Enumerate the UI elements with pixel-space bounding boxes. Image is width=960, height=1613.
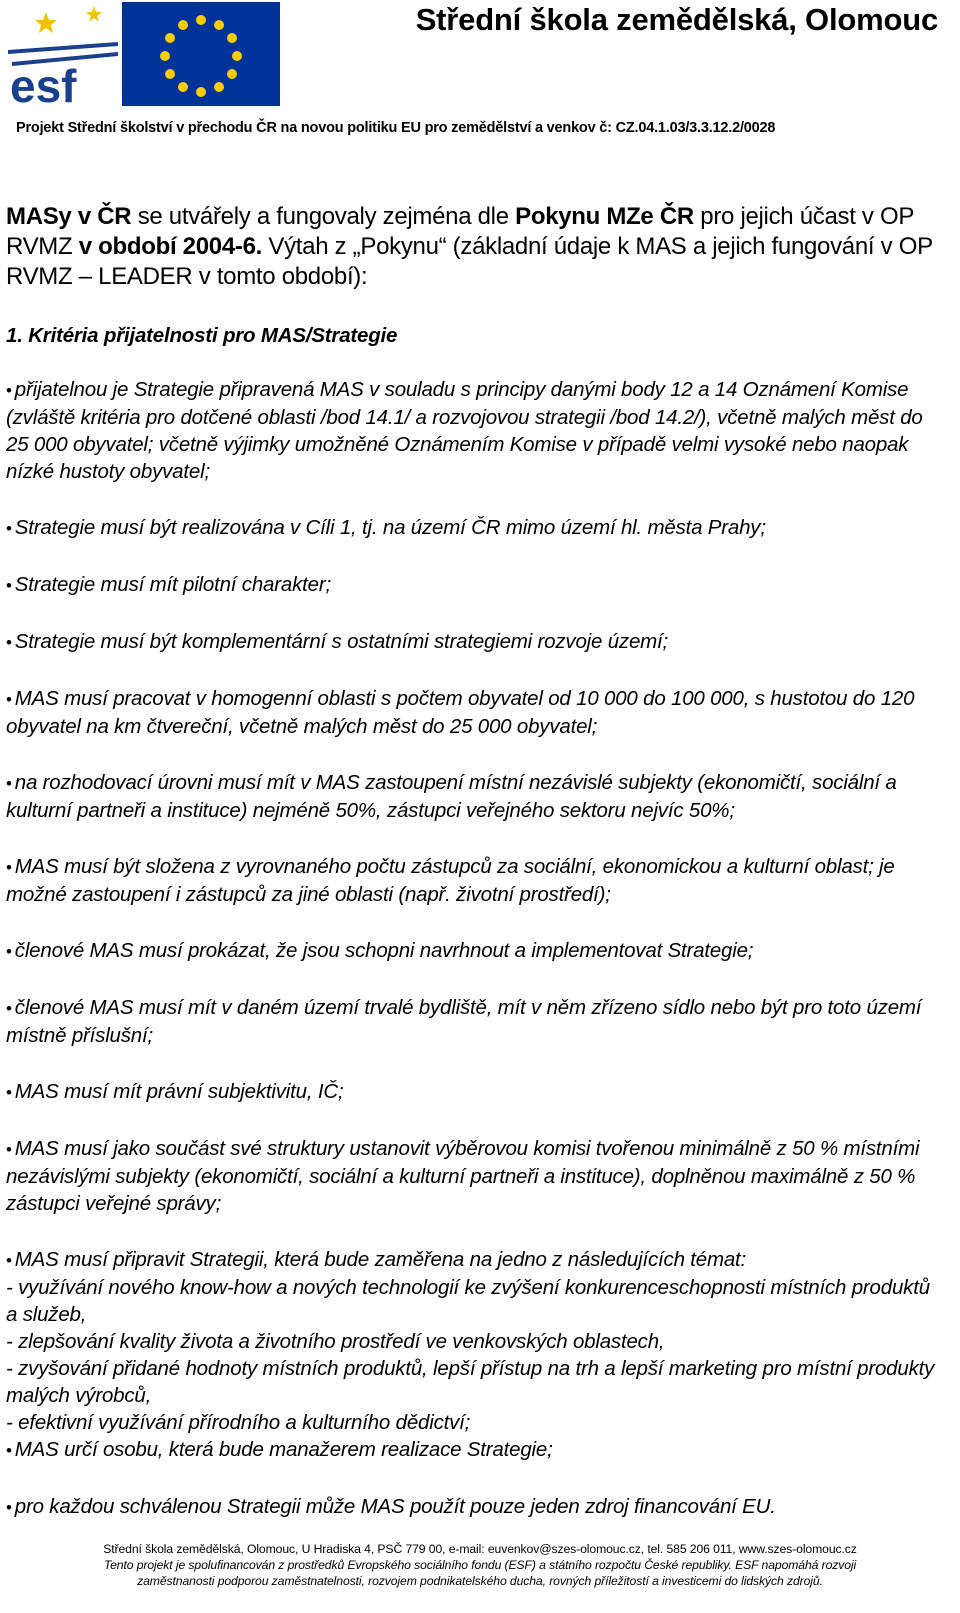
esf-logo-text: esf [10, 60, 77, 106]
list-item-text: MAS určí osobu, která bude manažerem realizace Strategie; [14, 1438, 553, 1461]
esf-logo [6, 2, 120, 106]
intro-text-3: Výtah z „Pokynu“ (základní údaje k MAS a jejich fungování v OP RVMZ – LEADER v tomto období): [6, 233, 933, 290]
list-item [6, 769, 946, 824]
intro-bold-masy: MASy v ČR [6, 203, 132, 230]
intro-text-2: pro jejich účast v OP RVMZ [6, 203, 914, 260]
intro-paragraph [6, 202, 946, 292]
list-item [6, 1135, 946, 1217]
bullet-icon: • [6, 576, 12, 595]
theme-subitem: - zvyšování přidané hodnoty místních produktů, lepší přístup na trh a lepší marketing pro místní produkty malých výrobců, [6, 1357, 935, 1407]
list-item-themes [6, 1246, 946, 1274]
bullet-icon: • [6, 381, 12, 400]
list-item [6, 1436, 946, 1464]
footer-disclaimer-line-2: zaměstnanosti podporou zaměstnatelnosti, rozvojem podnikatelského ducha, rovných příležitostí a investicemi do lidských zdrojů. [137, 1574, 823, 1588]
bullet-icon: • [6, 1441, 12, 1460]
list-item-text: Strategie musí být realizována v Cíli 1, tj. na území ČR mimo území hl. města Prahy; [14, 516, 766, 539]
list-item-text: MAS musí být složena z vyrovnaného počtu zástupců za sociální, ekonomickou a kulturní oblast; je možné zastoupení i zástupců za jiné oblasti (např. životní prostředí); [6, 855, 895, 906]
list-item-text: pro každou schválenou Strategii může MAS použít pouze jeden zdroj financování EU. [14, 1495, 776, 1518]
eu-flag-logo [122, 2, 280, 106]
list-item [6, 571, 946, 599]
bullet-icon: • [6, 519, 12, 538]
bullet-icon: • [6, 999, 12, 1018]
list-item-text: MAS musí jako součást své struktury ustanovit výběrovou komisi tvořenou minimálně z 50 % místními nezávislými subjekty (ekonomičtí, sociální a kulturní partneři a instituce), doplněnou maximálně z 50 % zástupci veřejné správy; [6, 1137, 920, 1215]
list-item-text: MAS musí pracovat v homogenní oblasti s počtem obyvatel od 10 000 do 100 000, s hustotou do 120 obyvatel na km čtvereční, včetně malých měst do 25 000 obyvatel; [6, 687, 915, 738]
theme-subitem: - efektivní využívání přírodního a kulturního dědictví; [6, 1411, 471, 1434]
bullet-icon: • [6, 942, 12, 961]
list-item [6, 1493, 946, 1521]
theme-subitem: - využívání nového know-how a nových technologií ke zvýšení konkurenceschopnosti místních produktů a služeb, [6, 1276, 930, 1326]
intro-bold-period: v období 2004-6. [78, 233, 262, 260]
list-item [6, 376, 946, 485]
intro-bold-pokyn: Pokynu MZe ČR [515, 203, 694, 230]
list-item-text: Strategie musí být komplementární s ostatními strategiemi rozvoje území; [14, 630, 669, 653]
footer-disclaimer-line-1: Tento projekt je spolufinancován z prostředků Evropského sociálního fondu (ESF) a státního rozpočtu České republiky. ESF napomáhá rozvoji [103, 1558, 857, 1572]
list-item [6, 685, 946, 740]
theme-subitem: - zlepšování kvality života a životního prostředí ve venkovských oblastech, [6, 1330, 665, 1353]
list-item [6, 853, 946, 908]
bullet-icon: • [6, 1083, 12, 1102]
footer-contact: Střední škola zemědělská, Olomouc, U Hradiska 4, PSČ 779 00, e-mail: euvenkov@szes-olomouc.cz, tel. 585 206 011, www.szes-olomouc.cz [103, 1542, 857, 1556]
list-item-text: MAS musí připravit Strategii, která bude zaměřena na jedno z následujících témat: [14, 1248, 747, 1271]
bullet-icon: • [6, 633, 12, 652]
list-item [6, 1078, 946, 1106]
bullet-icon: • [6, 1251, 12, 1270]
section-heading: 1. Kritéria přijatelnosti pro MAS/Strategie [6, 324, 398, 347]
list-item-text: MAS musí mít právní subjektivitu, IČ; [14, 1080, 344, 1103]
school-title: Střední škola zemědělská, Olomouc [415, 2, 938, 37]
list-item [6, 628, 946, 656]
list-item [6, 937, 946, 965]
bullet-icon: • [6, 1140, 12, 1159]
list-item-text: Strategie musí mít pilotní charakter; [14, 573, 331, 596]
list-item-text: členové MAS musí mít v daném území trvalé bydliště, mít v něm zřízeno sídlo nebo být pro toto území místně příslušní; [6, 996, 922, 1047]
bullet-icon: • [6, 774, 12, 793]
criteria-section [6, 322, 946, 1550]
list-item [6, 514, 946, 542]
intro-text-1: se utvářely a fungovaly zejména dle [131, 203, 516, 230]
bullet-icon: • [6, 690, 12, 709]
list-item-text: členové MAS musí prokázat, že jsou schopni navrhnout a implementovat Strategie; [14, 939, 754, 962]
project-line: Projekt Střední školství v přechodu ČR na novou politiku EU pro zemědělství a venkov č: CZ.04.1.03/3.3.12.2/0028 [16, 120, 776, 136]
page-footer [0, 1541, 960, 1589]
list-item-text: přijatelnou je Strategie připravená MAS v souladu s principy danými body 12 a 14 Oznámení Komise (zvláště kritéria pro dotčené oblasti /bod 14.1/ a rozvojovou strategii /bod 14.2/), včetně malých měst do 25 000 obyvatel; včetně výjimky umožněné Oznámením Komise v případě velmi vysoké nebo naopak nízké hustoty obyvatel; [6, 378, 923, 483]
list-item-text: na rozhodovací úrovni musí mít v MAS zastoupení místní nezávislé subjekty (ekonomičtí, sociální a kulturní partneři a instituce) nejméně 50%, zástupci veřejného sektoru nejvíc 50%; [6, 771, 897, 822]
bullet-icon: • [6, 1498, 12, 1517]
list-item [6, 994, 946, 1049]
bullet-icon: • [6, 858, 12, 877]
